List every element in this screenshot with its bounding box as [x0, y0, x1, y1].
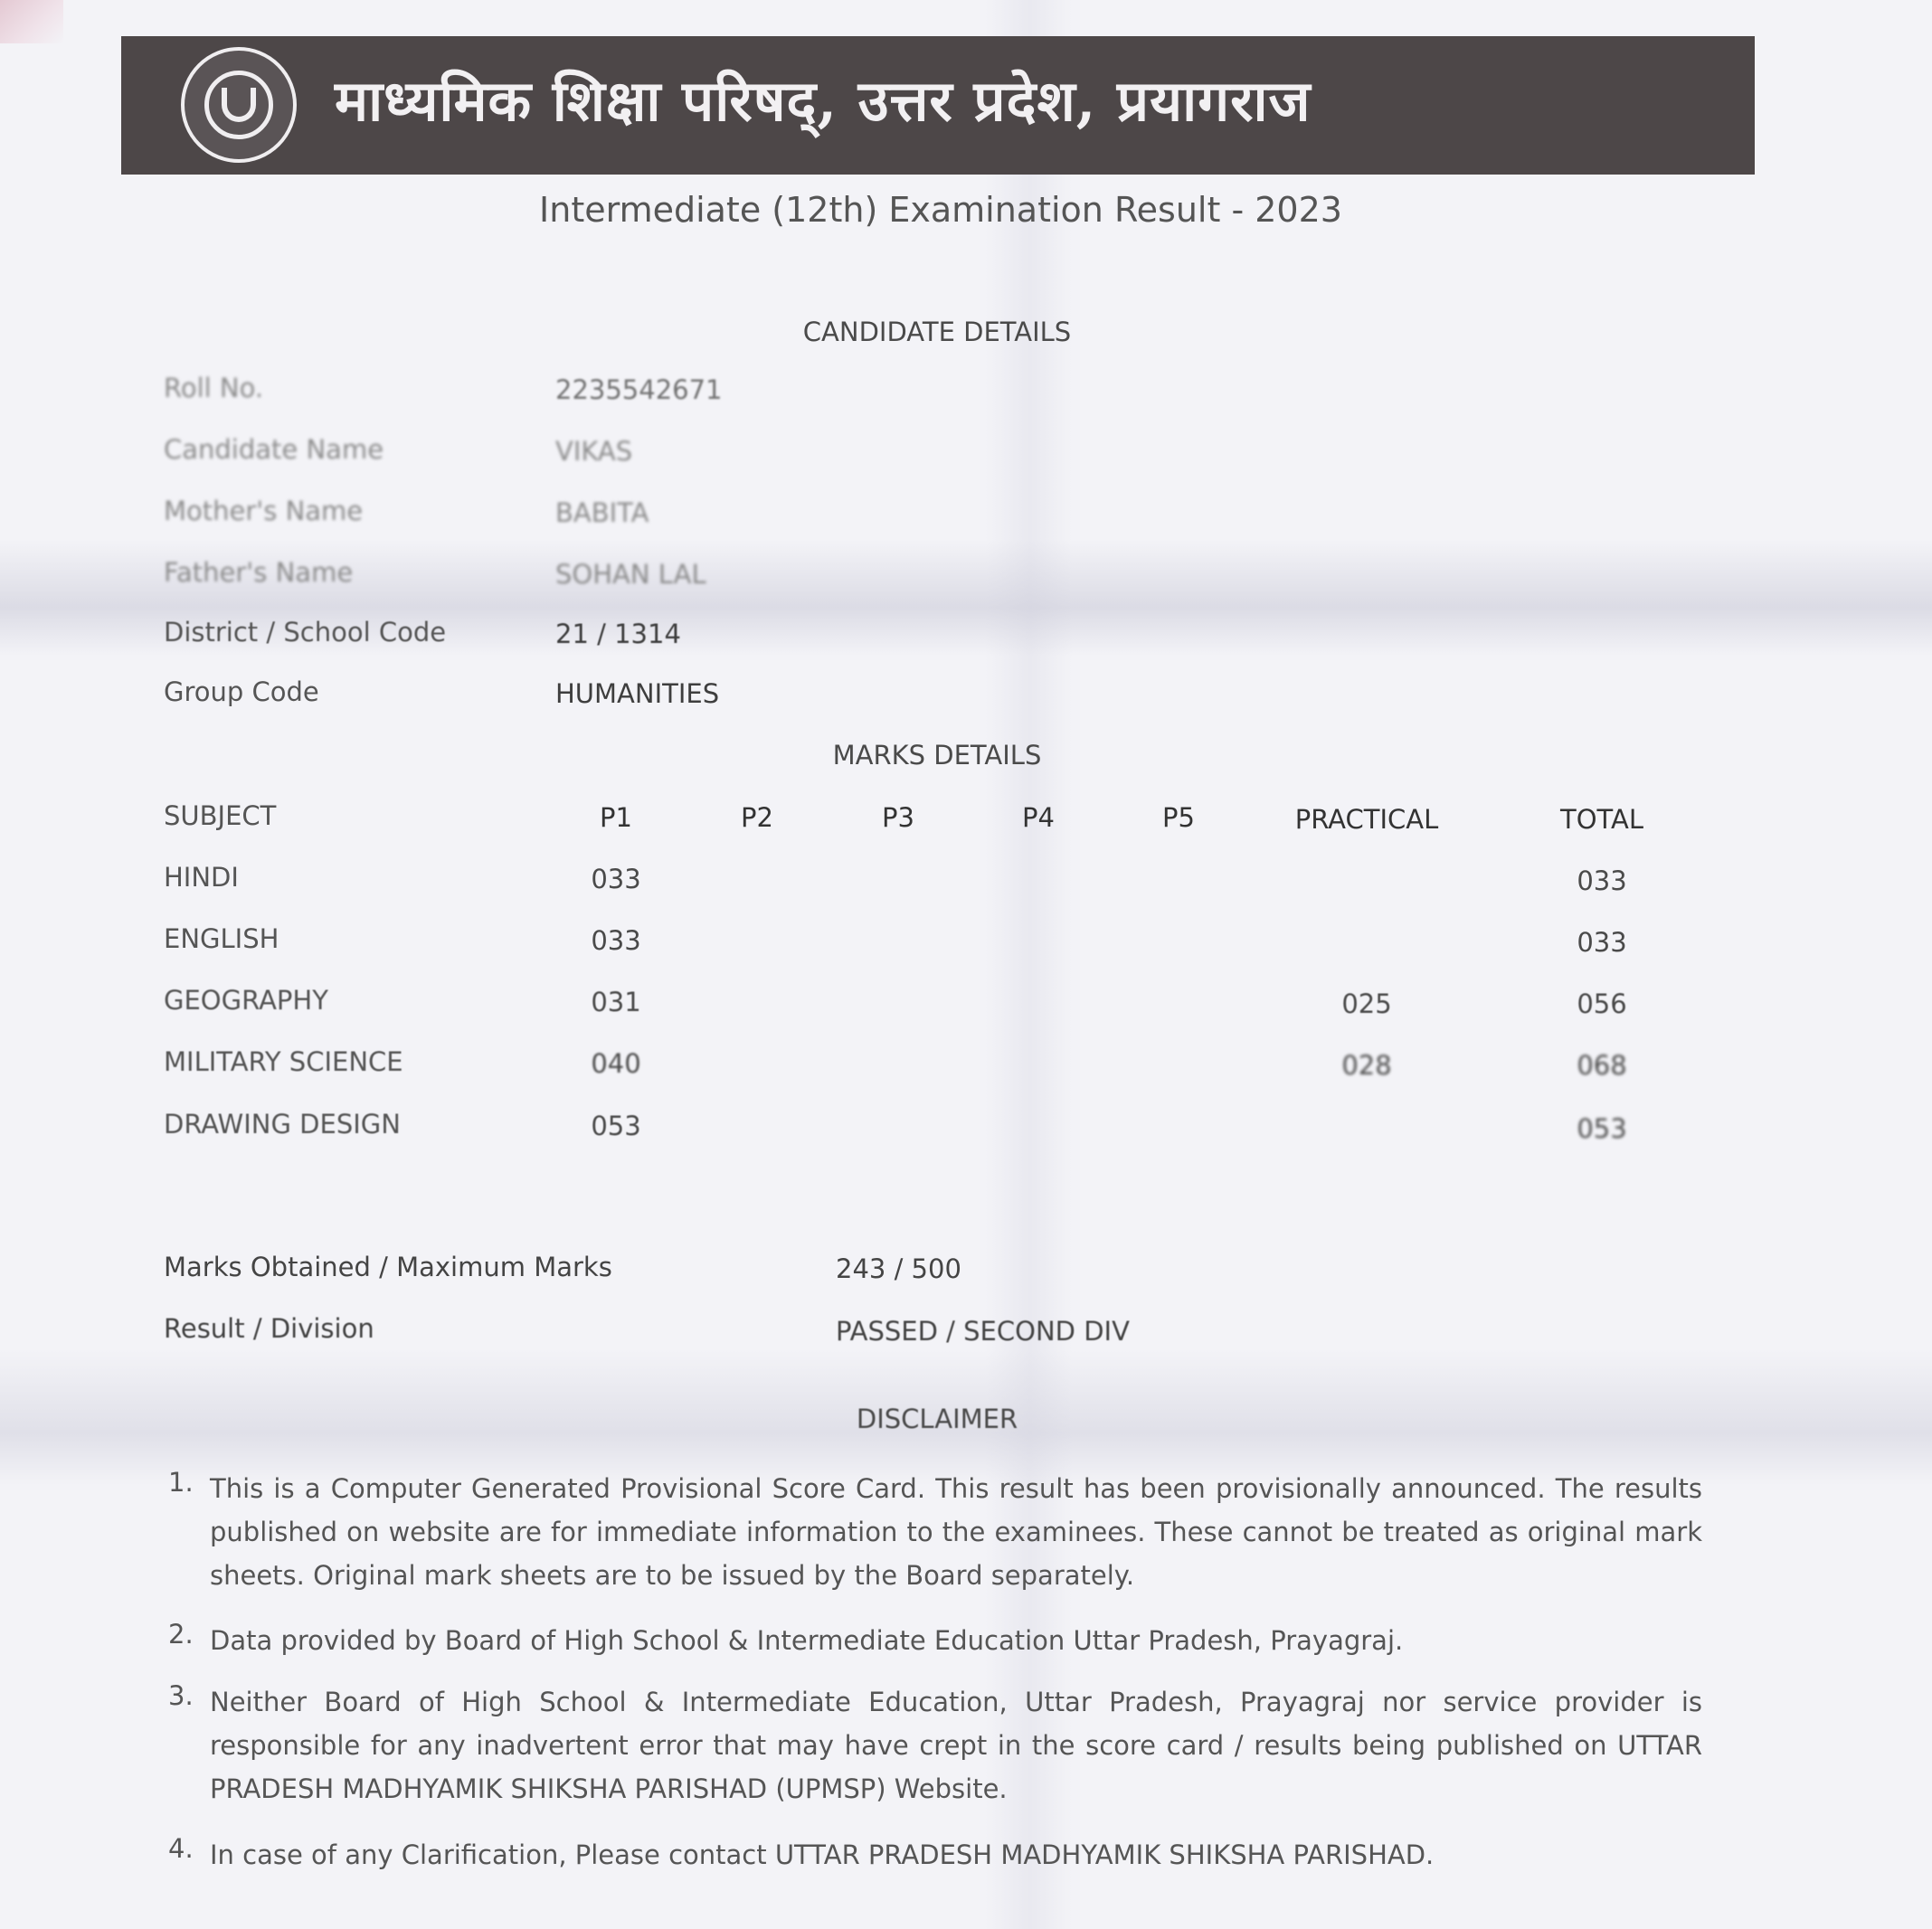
disclaimer-title: DISCLAIMER	[856, 1404, 1018, 1434]
p1-mark: 033	[591, 925, 641, 956]
district-school-code-value: 21 / 1314	[555, 619, 681, 649]
total-mark: 068	[1577, 1050, 1627, 1081]
result-division-label: Result / Division	[164, 1313, 374, 1344]
col-header-subject: SUBJECT	[164, 800, 277, 831]
result-division-value: PASSED / SECOND DIV	[836, 1316, 1130, 1347]
subject-name: HINDI	[164, 862, 239, 893]
disclaimer-item-number: 2.	[168, 1619, 194, 1650]
board-name: माध्यमिक शिक्षा परिषद्, उत्तर प्रदेश, प्रयागराज	[335, 68, 1312, 134]
marks-obtained-value: 243 / 500	[836, 1253, 961, 1284]
disclaimer-item-text: In case of any Clarification, Please contact UTTAR PRADESH MADHYAMIK SHIKSHA PARISHAD.	[210, 1839, 1435, 1870]
col-header-p5: P5	[1162, 802, 1195, 833]
disclaimer-item-text: Data provided by Board of High School & Intermediate Education Uttar Pradesh, Prayagraj.	[210, 1625, 1404, 1656]
col-header-p2: P2	[741, 802, 773, 833]
header-banner	[121, 36, 1755, 175]
father-name-value: SOHAN LAL	[555, 559, 706, 590]
candidate-name-value: VIKAS	[555, 436, 633, 467]
p1-mark: 053	[591, 1111, 641, 1141]
col-header-p3: P3	[882, 802, 914, 833]
roll-no-value: 2235542671	[555, 374, 723, 405]
disclaimer-item-number: 3.	[168, 1680, 194, 1711]
col-header-practical: PRACTICAL	[1294, 804, 1439, 835]
col-header-total: TOTAL	[1560, 804, 1643, 835]
exam-title: Intermediate (12th) Examination Result - 2023	[539, 190, 1342, 230]
subject-name: ENGLISH	[164, 923, 279, 954]
disclaimer-item-text: Neither Board of High School & Intermediate Education, Uttar Pradesh, Prayagraj nor service provider is responsible for any inadvertent error that may have crept in the score card / results being published on UTTAR PRADESH MADHYAMIK SHIKSHA PARISHAD (UPMSP) Website.	[210, 1687, 1702, 1804]
mother-name-label: Mother's Name	[164, 496, 364, 526]
p1-mark: 031	[591, 987, 641, 1017]
col-header-p1: P1	[600, 802, 632, 833]
district-school-code-label: District / School Code	[164, 617, 447, 648]
total-mark: 033	[1577, 927, 1627, 958]
marks-details-title: MARKS DETAILS	[832, 740, 1042, 771]
group-code-label: Group Code	[164, 676, 319, 707]
subject-name: GEOGRAPHY	[164, 985, 328, 1016]
upmsp-emblem-icon	[181, 47, 297, 163]
subject-name: DRAWING DESIGN	[164, 1109, 401, 1139]
practical-mark: 025	[1341, 988, 1392, 1019]
total-mark: 056	[1577, 988, 1627, 1019]
total-mark: 053	[1577, 1113, 1627, 1144]
group-code-value: HUMANITIES	[555, 678, 720, 709]
mother-name-value: BABITA	[555, 497, 649, 528]
p1-mark: 040	[591, 1048, 641, 1079]
disclaimer-item-number: 4.	[168, 1833, 194, 1864]
roll-no-label: Roll No.	[164, 373, 264, 403]
candidate-name-label: Candidate Name	[164, 434, 384, 465]
subject-name: MILITARY SCIENCE	[164, 1046, 403, 1077]
practical-mark: 028	[1341, 1050, 1392, 1081]
disclaimer-item-number: 1.	[168, 1467, 194, 1498]
father-name-label: Father's Name	[164, 557, 354, 588]
paper-corner	[0, 0, 63, 43]
total-mark: 033	[1577, 865, 1627, 896]
candidate-details-title: CANDIDATE DETAILS	[802, 317, 1072, 347]
marks-obtained-label: Marks Obtained / Maximum Marks	[164, 1252, 612, 1282]
col-header-p4: P4	[1022, 802, 1055, 833]
p1-mark: 033	[591, 864, 641, 894]
emblem-inner	[204, 71, 273, 139]
disclaimer-item-text: This is a Computer Generated Provisional Score Card. This result has been provisionally announced. The results published on website are for immediate information to the examinees. These cannot be treated as original mark sheets. Original mark sheets are to be issued by the Board separately.	[210, 1473, 1702, 1591]
